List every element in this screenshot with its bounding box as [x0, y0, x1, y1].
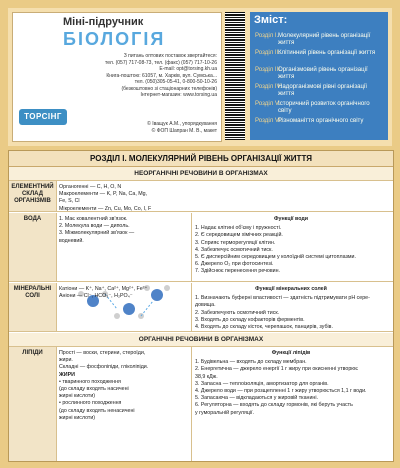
- book-title: БІОЛОГІЯ: [63, 29, 166, 49]
- lipids-function: 1. Будівельна — входять до складу мембран.: [195, 359, 307, 366]
- contact-line: тел. (050)305-05-41, 0-800-50-10-26: [134, 79, 217, 85]
- salts-function: 3. Входять до складу кофакторів ферментів.: [195, 316, 305, 323]
- salts-functions: [195, 286, 387, 331]
- water-label: ВОДА: [9, 213, 57, 281]
- contents-key: Розділ ІІ.: [255, 49, 281, 56]
- content-table: [8, 150, 394, 462]
- elements-line: Мікроелементи — Zn, Cu, Mo, Co, I, F: [59, 205, 152, 212]
- contact-block: [105, 53, 217, 99]
- lipids-function: 38,9 кДж.: [195, 373, 218, 380]
- lipids-function: 2. Енергетична — джерело енергії 1 г жиру при окисненні утворює: [195, 366, 358, 373]
- salts-function: довища.: [195, 302, 216, 309]
- water-function: 3. Сприяє терморегуляції клітин.: [195, 239, 276, 246]
- cover-panel: [12, 12, 222, 142]
- contents-panel: [250, 12, 388, 140]
- water-function: 5. Є дисперсійним середовищем у колоїдній системі цитоплазми.: [195, 254, 356, 261]
- lipids-label: ЛІПІДИ: [9, 347, 57, 461]
- water-property: водневий.: [59, 237, 84, 244]
- salts-ion-line: Аніони — Cl⁻, HCO₃⁻, H₂PO₄⁻: [59, 293, 133, 300]
- salts-ion-line: Катіони — K⁺, Na⁺, Ca²⁺, Mg²⁺, Fe²⁺: [59, 286, 148, 292]
- water-functions-title: Функції води: [274, 216, 308, 222]
- contact-line: E-mail: opt@torsing.kh.ua: [159, 66, 217, 72]
- lipids-functions: [195, 350, 387, 417]
- contents-text: Клітинний рівень організації життя: [278, 49, 376, 56]
- contents-text: Молекулярний рівень організації життя: [278, 32, 371, 46]
- elements-row: [9, 181, 393, 212]
- lipids-types: [59, 350, 191, 422]
- inorganic-header: НЕОРГАНІЧНІ РЕЧОВИНИ В ОРГАНІЗМАХ: [9, 167, 393, 181]
- elements-line: Органогенні — C, H, O, N: [59, 184, 122, 190]
- salts-function: 1. Визначають буферні властивості — здатність підтримувати pH сере-: [195, 295, 370, 302]
- contact-line: (безкоштовно зі стаціонарних телефонів): [121, 85, 217, 92]
- section-title: РОЗДІЛ І. МОЛЕКУЛЯРНИЙ РІВЕНЬ ОРГАНІЗАЦІЇ ЖИТТЯ: [9, 151, 393, 167]
- lipids-type-line: жири.: [59, 357, 73, 364]
- contents-key: Розділ ІІІ.: [255, 66, 282, 73]
- water-functions: [195, 216, 387, 276]
- salts-function: 4. Входять до складу кісток, черепашок, панцирів, зубів.: [195, 324, 333, 331]
- elements-label: ЕЛЕМЕНТНИЙ СКЛАД ОРГАНІЗМІВ: [9, 181, 57, 211]
- water-property: 3. Міжмолекулярний зв'язок —: [59, 230, 135, 237]
- contents-text: Різноманіття органічного світу: [278, 117, 364, 124]
- salts-ions: [59, 286, 191, 300]
- water-property: 1. Має ковалентний зв'язок.: [59, 216, 128, 222]
- lipids-type-line: жирні кислоти): [59, 414, 96, 421]
- lipids-type-line: (до складу входять ненасичені: [59, 407, 135, 414]
- contents-key: Розділ І.: [255, 32, 279, 39]
- lipids-functions-title: Функції ліпідів: [271, 350, 311, 356]
- column-divider: [191, 213, 192, 281]
- lipids-type-line: жирні кислоти): [59, 393, 96, 400]
- contents-text: Історичний розвиток органічного світу: [278, 100, 370, 114]
- series-title: Міні-підручник: [63, 16, 144, 28]
- lipids-row: [9, 347, 393, 461]
- water-row: [9, 213, 393, 282]
- salts-row: [9, 283, 393, 332]
- lipids-function: 3. Запасна — теплоізоляція, амортизатор для органів.: [195, 380, 329, 387]
- elements-line: Fe, S, Cl: [59, 198, 80, 205]
- water-function: 1. Надає клітині об'єму і пружності.: [195, 225, 282, 232]
- lipids-function: 6. Регуляторна — входять до складу гормонів, які беруть участь: [195, 402, 353, 409]
- lipids-type-line: • рослинного походження: [59, 400, 122, 407]
- water-property: 2. Молекула води — диполь.: [59, 223, 130, 230]
- barcode-strip: [225, 12, 245, 140]
- contents-text: Організмовий рівень організації життя: [278, 66, 368, 80]
- water-function: 6. Джерело O₂ при фотосинтезі.: [195, 261, 274, 268]
- publisher-logo: ТОРСІНГ: [19, 109, 67, 125]
- salts-function: 2. Забезпечують осмотичний тиск.: [195, 309, 280, 316]
- contents-text: Надорганізмові рівні організації життя: [278, 83, 368, 97]
- contact-line: З питань оптових поставок звертайтеся:: [123, 53, 217, 59]
- lipids-function: 4. Джерело води — при розщепленні 1 г жиру утворюється 1,1 г води.: [195, 388, 367, 395]
- author-line: © ФОП Шапран М. В., макет: [151, 127, 217, 134]
- lipids-function: 5. Запасаюча — відкладаються у жировій тканині.: [195, 395, 319, 402]
- lipids-type-line: Складні — фосфоліпіди, гліколіпіди.: [59, 364, 149, 371]
- water-function: 2. Є середовищем хімічних реакцій.: [195, 232, 283, 239]
- contents-key: Розділ VI.: [255, 117, 283, 124]
- water-function: 7. Здійснює перенесення речовин.: [195, 268, 280, 275]
- authors-block: [117, 121, 217, 134]
- column-divider: [191, 283, 192, 331]
- contents-key: Розділ IV.: [255, 83, 282, 90]
- contents-key: Розділ V.: [255, 100, 281, 107]
- lipids-type-line: (до складу входять насичені: [59, 386, 129, 393]
- contact-line: Інтернет-магазин: www.torsing.ua: [140, 92, 217, 98]
- lipids-type-line: ЖИРИ: [59, 371, 75, 378]
- salts-label: МІНЕРАЛЬНІ СОЛІ: [9, 283, 57, 331]
- contents-title: Зміст:: [254, 14, 288, 26]
- elements-line: Макроелементи — K, P, Na, Ca, Mg,: [59, 191, 148, 198]
- lipids-function: у гуморальній регуляції.: [195, 409, 254, 416]
- lipids-type-line: Прості — воски, стерини, стероїди,: [59, 350, 146, 356]
- water-function: 4. Забезпечує осмотичний тиск.: [195, 246, 273, 253]
- column-divider: [191, 347, 192, 461]
- contact-line: тел. (057) 717-08-73, тел. (факс) (057) 717-10-26: [105, 59, 217, 66]
- water-properties: [59, 216, 191, 245]
- salts-functions-title: Функції мінеральних солей: [255, 286, 327, 292]
- lipids-type-line: • тваринного походження: [59, 378, 121, 385]
- elements-list: [59, 184, 379, 213]
- organic-header: ОРГАНІЧНІ РЕЧОВИНИ В ОРГАНІЗМАХ: [9, 333, 393, 347]
- author-line: © Іващук А.М., упорядкування: [147, 121, 217, 127]
- contact-line: Книга-поштою: 61057, м. Харків, вул. Сумська...: [106, 72, 217, 79]
